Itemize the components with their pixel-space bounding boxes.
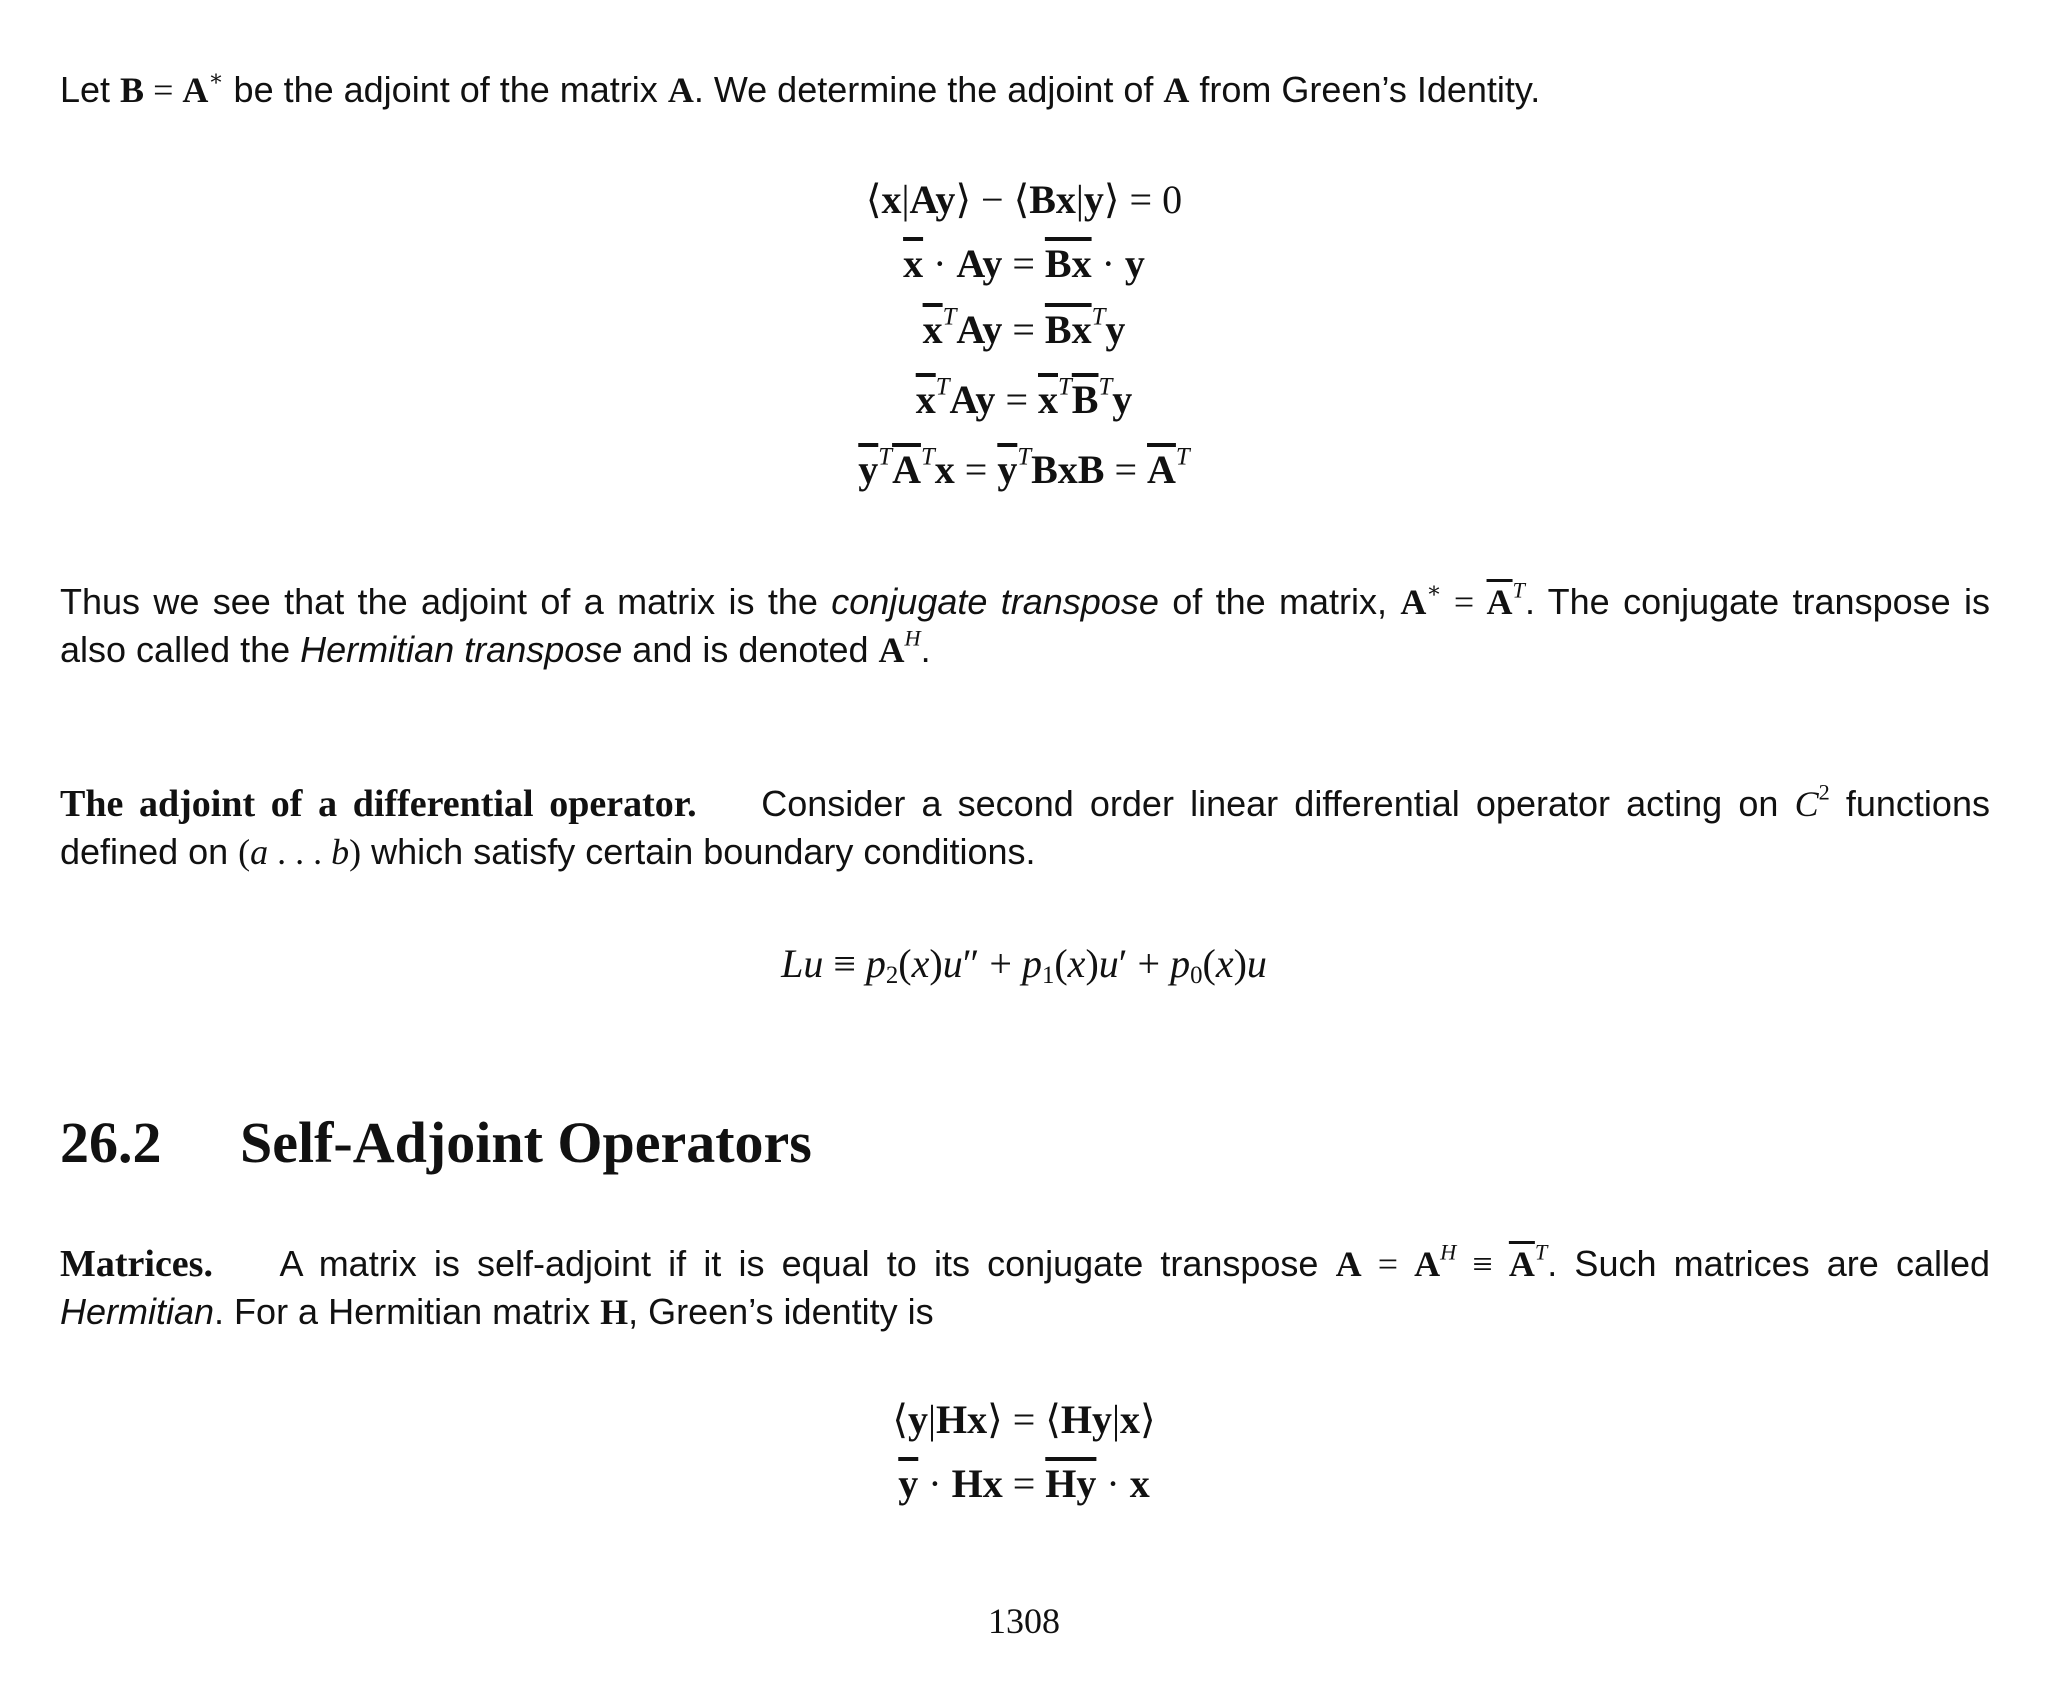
section-title: Self-Adjoint Operators [240,1110,812,1175]
math-hermitian-definition: $A = A^H \equiv \overline{A}^T$ [1335,1239,1548,1284]
math-equals: = [144,70,183,110]
math-A: A [182,70,209,110]
section-number: 26.2 [60,1110,162,1175]
emphasis-hermitian: Hermitian [60,1291,215,1332]
conclusion-text: of the matrix, [1158,581,1401,622]
green-equation-3: $\overline{x}^TAy = \overline{Bx}^Ty$ [922,303,1126,352]
differential-text: which satisfy certain boundary conditions. [361,831,1036,872]
differential-operator-paragraph [60,780,1990,876]
matrices-text: . Such matrices are called [1547,1243,1990,1284]
conclusion-text: Thus we see that the adjoint of a matrix is the [60,581,832,622]
matrices-text: . For a Hermitian matrix [214,1291,601,1332]
intro-text: be the adjoint of the matrix [223,69,668,110]
emphasis-hermitian-transpose: Hermitian transpose [300,629,623,670]
section-heading [60,1108,812,1178]
math-A: A [1163,70,1190,110]
matrices-paragraph [60,1240,1990,1336]
math-star: ∗ [208,65,224,91]
conclusion-text: . The conjugate transpose is also called the [60,581,1990,670]
math-interval: (a . . . b) [238,832,362,872]
runin-heading-matrices: Matrices. [60,1243,213,1285]
operator-equation: $Lu \equiv p_2(x)u'' + p_1(x)u' + p_0(x)u$ [781,941,1267,990]
hermitian-equation-1: ⟨y|Hx⟩ = ⟨Hy|x⟩ [892,1397,1156,1442]
green-equation-5: $\overline{y}^T\overline{A}^Tx = \overline{y}^TBxB = \overline{A}^T$ [858,443,1190,492]
runin-heading-differential: The adjoint of a differential operator. [60,783,697,825]
differential-text: functions defined on [60,783,1990,872]
conclusion-text: and is denoted [622,629,879,670]
matrices-text: , Green’s identity is [628,1291,934,1332]
math-adjoint-definition: $A^∗ = \overline{A}^T$ [1400,577,1525,622]
green-equation-2: $\overline{x} \cdot Ay = \overline{Bx} \cdot y$ [903,241,1145,286]
math-H: H [600,1292,629,1332]
green-equation-1: ⟨x|Ay⟩ − ⟨Bx|y⟩ = 0 [865,177,1183,222]
page-number: 1308 [988,1601,1060,1641]
intro-text: from Green’s Identity. [1189,69,1541,110]
math-A: A [667,70,694,110]
math-C2: $C^2$ [1794,779,1830,824]
intro-text: Let [60,69,121,110]
emphasis-conjugate-transpose: conjugate transpose [831,581,1159,622]
math-B: B [120,70,145,110]
differential-text: Consider a second order linear differential operator acting on [761,783,1795,824]
hermitian-equation-2: $\overline{y} \cdot Hx = \overline{Hy} \cdot x$ [898,1461,1150,1506]
intro-paragraph [60,66,1990,114]
intro-text: . We determine the adjoint of [693,69,1164,110]
matrices-text: A matrix is self-adjoint if it is equal to its conjugate transpose [279,1243,1336,1284]
conclusion-paragraph: Thus we see that the adjoint of a matrix is the conjugate transpose of the matrix, $A^∗ = \overline{A}^T$. The conjugate transpose is also called the Hermitian transpose and is denoted $A^H$. [60,577,1990,670]
green-equation-4: $\overline{x}^TAy = \overline{x}^T\overline{B}^Ty$ [915,373,1133,422]
math-A-H: $A^H$ [878,625,921,670]
